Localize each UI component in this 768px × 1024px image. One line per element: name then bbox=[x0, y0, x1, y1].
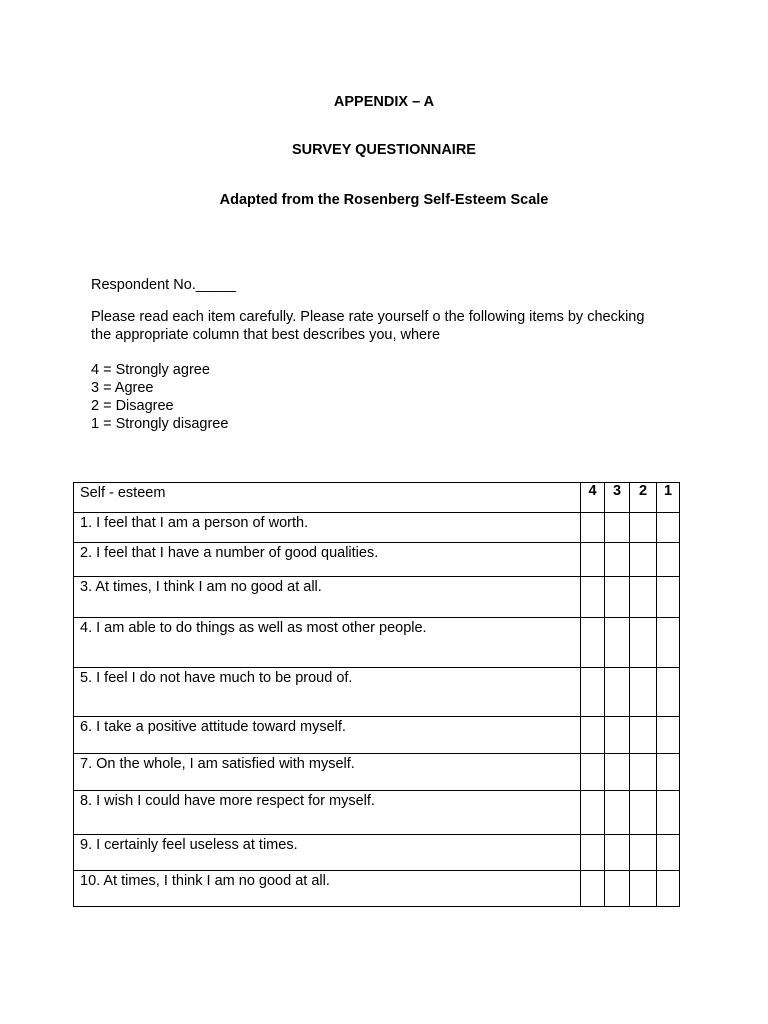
column-header-2: 2 bbox=[630, 483, 657, 513]
table-row bbox=[74, 791, 680, 835]
survey-subtitle: Adapted from the Rosenberg Self-Esteem Scale bbox=[219, 192, 549, 208]
table-row bbox=[74, 513, 680, 543]
item-text: 3. At times, I think I am no good at all. bbox=[74, 577, 581, 618]
rating-cell-2[interactable] bbox=[630, 668, 657, 717]
item-text: 10. At times, I think I am no good at all. bbox=[74, 871, 581, 907]
rating-cell-3[interactable] bbox=[605, 871, 630, 907]
rating-cell-4[interactable] bbox=[581, 618, 605, 668]
self-esteem-table bbox=[73, 482, 680, 907]
rating-cell-3[interactable] bbox=[605, 717, 630, 754]
rating-cell-3[interactable] bbox=[605, 543, 630, 577]
table-row bbox=[74, 618, 680, 668]
column-header-4: 4 bbox=[581, 483, 605, 513]
rating-cell-2[interactable] bbox=[630, 871, 657, 907]
rating-cell-2[interactable] bbox=[630, 543, 657, 577]
table-row bbox=[74, 543, 680, 577]
table-row bbox=[74, 717, 680, 754]
rating-cell-3[interactable] bbox=[605, 668, 630, 717]
item-text: 8. I wish I could have more respect for myself. bbox=[74, 791, 581, 835]
instruction-line-1: Please read each item carefully. Please rate yourself o the following items by checking bbox=[91, 309, 645, 325]
rating-cell-4[interactable] bbox=[581, 871, 605, 907]
rating-cell-1[interactable] bbox=[657, 577, 680, 618]
item-text: 9. I certainly feel useless at times. bbox=[74, 835, 581, 871]
item-text: 1. I feel that I am a person of worth. bbox=[74, 513, 581, 543]
rating-cell-1[interactable] bbox=[657, 668, 680, 717]
rating-cell-2[interactable] bbox=[630, 513, 657, 543]
rating-cell-1[interactable] bbox=[657, 791, 680, 835]
scale-item-1: 1 = Strongly disagree bbox=[91, 416, 229, 432]
rating-cell-3[interactable] bbox=[605, 791, 630, 835]
rating-cell-4[interactable] bbox=[581, 543, 605, 577]
instruction-line-2: the appropriate column that best describes you, where bbox=[91, 327, 441, 343]
respondent-number: Respondent No._____ bbox=[91, 277, 237, 293]
rating-scale-legend bbox=[91, 361, 228, 433]
scale-item-3: 3 = Agree bbox=[91, 380, 154, 396]
rating-cell-3[interactable] bbox=[605, 835, 630, 871]
table-row bbox=[74, 668, 680, 717]
rating-cell-4[interactable] bbox=[581, 717, 605, 754]
column-header-1: 1 bbox=[657, 483, 680, 513]
rating-cell-1[interactable] bbox=[657, 717, 680, 754]
table-header-row bbox=[74, 483, 680, 513]
rating-cell-1[interactable] bbox=[657, 618, 680, 668]
rating-cell-1[interactable] bbox=[657, 871, 680, 907]
rating-cell-4[interactable] bbox=[581, 577, 605, 618]
table-row bbox=[74, 835, 680, 871]
rating-cell-1[interactable] bbox=[657, 754, 680, 791]
rating-cell-1[interactable] bbox=[657, 543, 680, 577]
rating-cell-3[interactable] bbox=[605, 513, 630, 543]
rating-cell-1[interactable] bbox=[657, 835, 680, 871]
rating-cell-3[interactable] bbox=[605, 577, 630, 618]
rating-cell-2[interactable] bbox=[630, 754, 657, 791]
table-row bbox=[74, 871, 680, 907]
appendix-heading: APPENDIX – A bbox=[333, 94, 435, 110]
rating-cell-4[interactable] bbox=[581, 791, 605, 835]
column-header-3: 3 bbox=[605, 483, 630, 513]
item-text: 5. I feel I do not have much to be proud of. bbox=[74, 668, 581, 717]
survey-title: SURVEY QUESTIONNAIRE bbox=[292, 142, 476, 158]
rating-cell-2[interactable] bbox=[630, 618, 657, 668]
rating-cell-3[interactable] bbox=[605, 754, 630, 791]
rating-cell-4[interactable] bbox=[581, 513, 605, 543]
instructions bbox=[91, 308, 644, 344]
item-text: 6. I take a positive attitude toward myself. bbox=[74, 717, 581, 754]
item-text: 2. I feel that I have a number of good qualities. bbox=[74, 543, 581, 577]
scale-item-2: 2 = Disagree bbox=[91, 398, 174, 414]
item-text: 7. On the whole, I am satisfied with myself. bbox=[74, 754, 581, 791]
table-row bbox=[74, 754, 680, 791]
rating-cell-3[interactable] bbox=[605, 618, 630, 668]
item-text: 4. I am able to do things as well as most other people. bbox=[74, 618, 581, 668]
rating-cell-1[interactable] bbox=[657, 513, 680, 543]
rating-cell-4[interactable] bbox=[581, 754, 605, 791]
rating-cell-2[interactable] bbox=[630, 717, 657, 754]
table-row bbox=[74, 577, 680, 618]
rating-cell-2[interactable] bbox=[630, 791, 657, 835]
rating-cell-4[interactable] bbox=[581, 835, 605, 871]
rating-cell-2[interactable] bbox=[630, 577, 657, 618]
rating-cell-2[interactable] bbox=[630, 835, 657, 871]
column-header-self-esteem: Self - esteem bbox=[74, 483, 581, 513]
rating-cell-4[interactable] bbox=[581, 668, 605, 717]
scale-item-4: 4 = Strongly agree bbox=[91, 362, 210, 378]
